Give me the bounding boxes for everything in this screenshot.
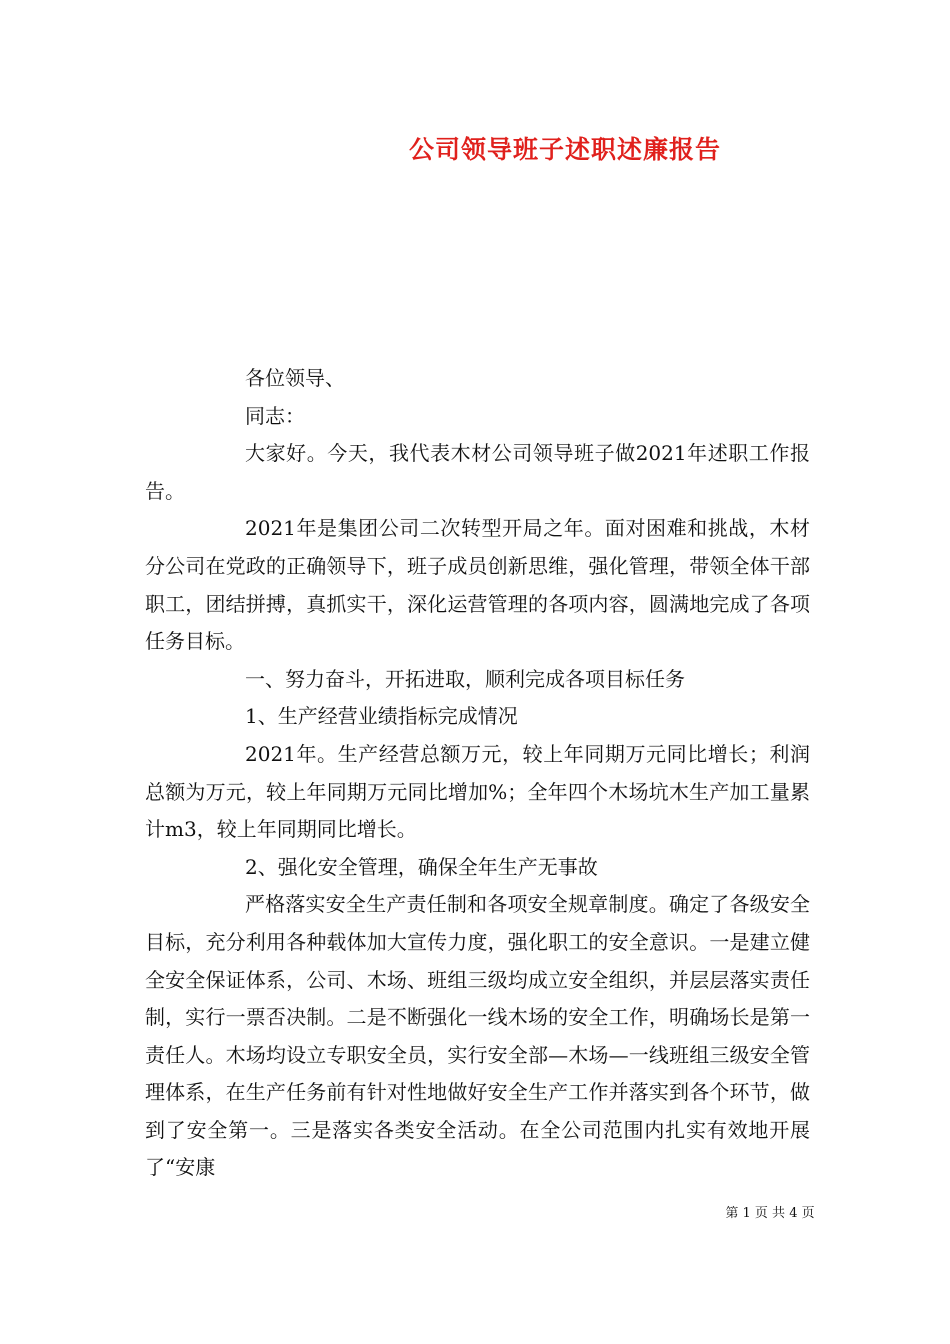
document-body	[145, 360, 810, 1187]
page-number-footer: 第 1 页 共 4 页	[725, 1206, 815, 1221]
paragraph-performance: 2021年。生产经营总额万元，较上年同期万元同比增长；利润总额为万元，较上年同期万元同比增加%；全年四个木场坑木生产加工量累计m3，较上年同期同比增长。	[145, 741, 810, 842]
paragraph-safety: 严格落实安全生产责任制和各项安全规章制度。确定了各级安全目标，充分利用各种载体加大宣传力度，强化职工的安全意识。一是建立健全安全保证体系，公司、木场、班组三级均成立安全组织，并层层落实责任制，实行一票否决制。二是不断强化一线木场的安全工作，明确场长是第一责任人。木场均设立专职安全员，实行安全部—木场—一线班组三级安全管理体系，在生产任务前有针对性地做好安全生产工作并落实到各个环节，做到了安全第一。三是落实各类安全活动。在全公司范围内扎实有效地开展了“安康	[145, 892, 810, 1180]
salutation-line-1: 各位领导、	[245, 366, 345, 390]
subsection-heading-1: 1、生产经营业绩指标完成情况	[245, 704, 518, 729]
section-heading-1: 一、努力奋斗，开拓进取，顺利完成各项目标任务	[245, 666, 685, 691]
document-title: 公司领导班子述职述廉报告	[408, 135, 721, 164]
paragraph-opening: 大家好。今天，我代表木材公司领导班子做2021年述职工作报告。	[145, 441, 810, 503]
subsection-heading-2: 2、强化安全管理，确保全年生产无事故	[245, 854, 598, 879]
salutation-line-2: 同志：	[245, 403, 305, 428]
paragraph-overview: 2021年是集团公司二次转型开局之年。面对困难和挑战，木材分公司在党政的正确领导下，班子成员创新思维，强化管理，带领全体干部职工，团结拼搏，真抓实干，深化运营管理的各项内容，圆满地完成了各项任务目标。	[145, 516, 810, 654]
